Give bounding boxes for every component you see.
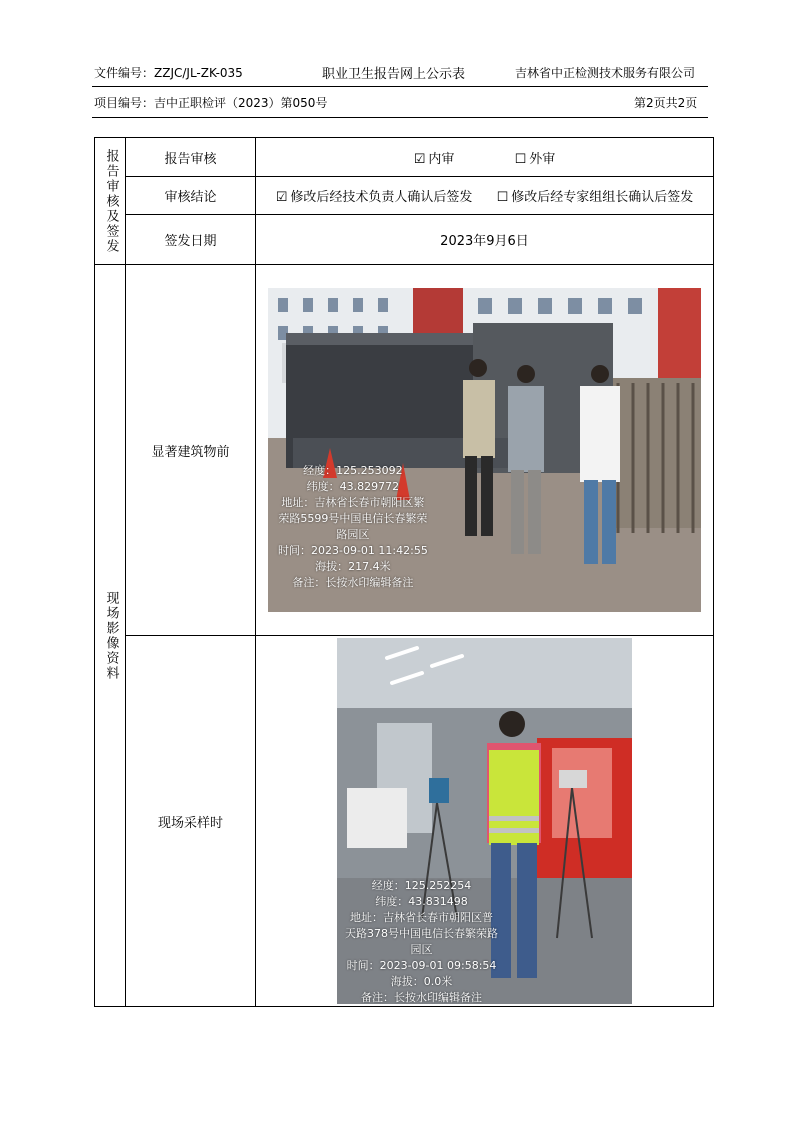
onsite-section-label: 现场影像资料 [103,590,119,681]
doc-number: 文件编号：ZZJC/JL-ZK-035 [94,66,243,80]
photo1-cell [256,265,714,636]
watermark-altitude: 海拔：217.4米 [315,560,391,573]
watermark-note: 备注：长按水印编辑备注 [292,576,414,589]
photo1-watermark [278,463,428,591]
internal-review-option[interactable] [414,148,455,167]
watermark-latitude: 纬度：43.829772 [306,480,400,493]
report-review-label: 报告审核 [126,138,256,177]
report-review-options [256,138,714,177]
review-conclusion-label: 审核结论 [126,177,256,215]
company-name: 吉林省中正检测技术服务有限公司 [515,66,696,80]
watermark-longitude: 经度：125.253092 [303,464,403,477]
photo2-label: 现场采样时 [126,636,256,1007]
watermark-time: 时间：2023-09-01 11:42:55 [278,544,428,557]
tech-lead-text: 修改后经技术负责人确认后签发 [290,190,473,205]
watermark-address: 地址：吉林省长春市朝阳区普 [350,911,493,924]
review-conclusion-options [256,177,714,215]
header-rule-bottom [92,117,708,118]
watermark-address: 天路378号中国电信长春繁荣路 [345,927,498,940]
sampling-photo [337,638,632,1004]
watermark-longitude: 经度：125.252254 [371,879,472,892]
onsite-section-cell [95,265,126,1007]
checked-box-icon: ☑ [275,190,288,205]
external-review-text: 外审 [529,151,556,167]
tech-lead-option[interactable] [276,186,473,205]
expert-lead-option[interactable] [497,186,694,205]
watermark-altitude: 海拔：0.0米 [390,975,453,988]
watermark-latitude: 纬度：43.831498 [375,895,468,908]
watermark-time: 时间：2023-09-01 09:58:54 [346,959,497,972]
page-number: 第2页共2页 [634,96,698,110]
form-title: 职业卫生报告网上公示表 [322,67,466,82]
review-section-label: 报告审核及签发 [103,148,119,254]
photo1-label: 显著建筑物前 [126,265,256,636]
expert-lead-text: 修改后经专家组组长确认后签发 [511,190,694,205]
checked-box-icon: ☑ [413,151,426,167]
watermark-address: 地址：吉林省长春市朝阳区繁 [281,496,425,509]
unchecked-box-icon: ☐ [514,151,527,167]
watermark-address: 路园区 [336,528,370,541]
issue-date-label: 签发日期 [126,215,256,265]
issue-date-value: 2023年9月6日 [256,215,714,265]
publication-table [94,137,714,1007]
review-section-cell [95,138,126,265]
unchecked-box-icon: ☐ [496,190,509,205]
watermark-address: 荣路5599号中国电信长春繁荣 [278,512,428,525]
project-number: 项目编号：吉中正职检评（2023）第050号 [94,96,328,110]
external-review-option[interactable] [515,148,556,167]
watermark-note: 备注：长按水印编辑备注 [361,991,482,1004]
building-photo [268,288,701,612]
watermark-address: 园区 [410,943,433,956]
header-rule-top [92,86,708,87]
photo2-cell [256,636,714,1007]
internal-review-text: 内审 [428,151,455,167]
photo2-watermark [345,878,498,1004]
